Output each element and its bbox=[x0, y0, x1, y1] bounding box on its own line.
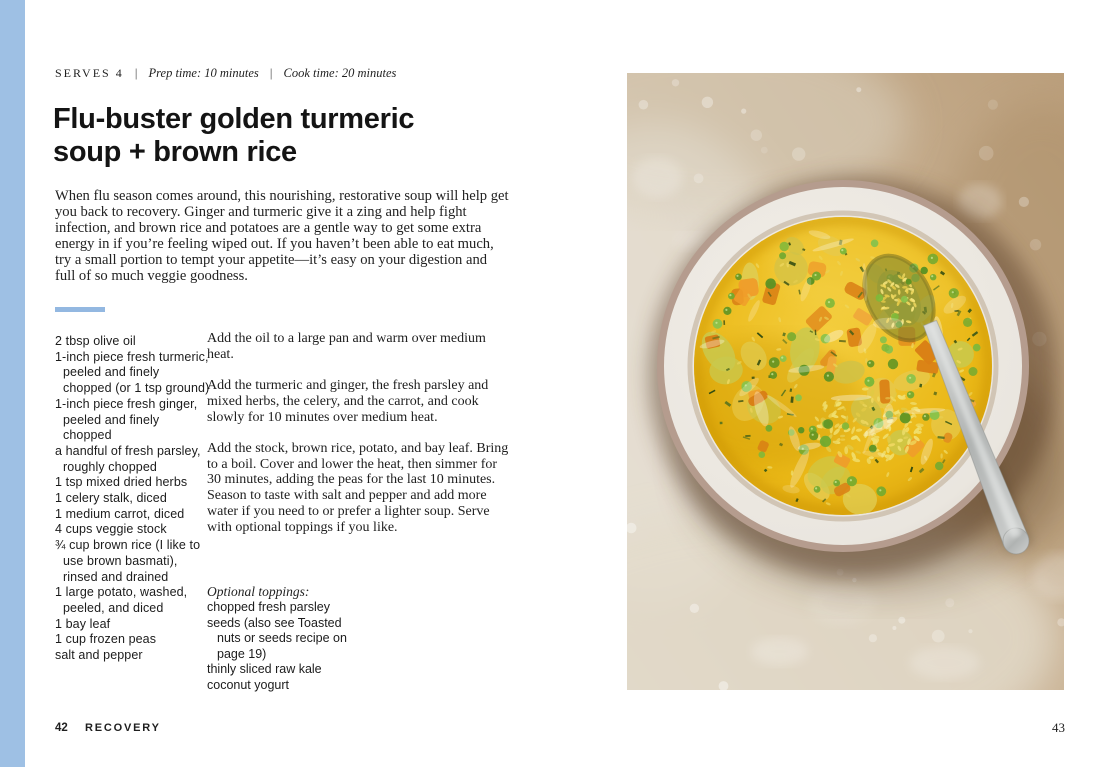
recipe-intro-paragraph: When flu season comes around, this nourishing, restorative soup will help get you back to recovery. Ginger and turmeric give it a zing and help fight infection, and brown rice and potatoes are a gentle way to get some extra energy in if you’re feeling wiped out. If you haven’t been able to eat much, try a small portion to tempt your appetite—it’s easy on your digestion and full of so much veggie goodness. bbox=[55, 188, 509, 284]
ingredient-item: 1-inch piece fresh turmeric, peeled and finely chopped (or 1 tsp ground) bbox=[55, 349, 210, 396]
blue-divider-rule bbox=[55, 307, 105, 312]
method-step-paragraph: Add the oil to a large pan and warm over medium heat. bbox=[207, 331, 486, 362]
topping-item: chopped fresh parsley bbox=[207, 600, 330, 614]
ingredient-item: salt and pepper bbox=[55, 648, 143, 663]
soup-photo-illustration bbox=[627, 73, 1064, 690]
meta-separator: | bbox=[269, 66, 273, 80]
cook-time-label: Cook time: 20 minutes bbox=[283, 66, 397, 80]
ingredient-item: a handful of fresh parsley, roughly chopped bbox=[55, 443, 201, 474]
ingredient-item: 1 celery stalk, diced bbox=[55, 491, 167, 506]
ingredient-item: 4 cups veggie stock bbox=[55, 522, 167, 537]
ingredient-item: 1 cup frozen peas bbox=[55, 632, 157, 647]
topping-item: thinly sliced raw kale bbox=[207, 662, 322, 677]
method-step-paragraph: Add the stock, brown rice, potato, and bay leaf. Bring to a boil. Cover and lower the heat, then simmer for 30 minutes, adding the peas for the last 10 minutes. Season to taste with salt and pepper and add more water if you need to or prefer a lighter soup. Serve with optional toppings if you like. bbox=[207, 440, 509, 535]
optional-toppings-list bbox=[207, 600, 349, 694]
recipe-title-line2: soup + brown rice bbox=[53, 136, 297, 168]
recipe-title-line1: Flu-buster golden turmeric bbox=[53, 103, 415, 135]
page-edge-accent-bar bbox=[0, 0, 25, 767]
method-steps bbox=[207, 331, 509, 551]
ingredient-item: 1 large potato, washed, peeled, and diced bbox=[55, 585, 188, 615]
recipe-title bbox=[53, 103, 414, 169]
left-page-number: 42 bbox=[55, 722, 68, 734]
right-page-number: 43 bbox=[1052, 720, 1065, 735]
optional-toppings-label: Optional toppings: bbox=[207, 584, 310, 599]
optional-toppings-block bbox=[207, 584, 367, 694]
ingredient-item: 1 tsp mixed dried herbs bbox=[55, 475, 188, 490]
topping-item: coconut yogurt bbox=[207, 677, 289, 692]
left-page-footer bbox=[55, 722, 161, 734]
prep-time-label: Prep time: 10 minutes bbox=[148, 66, 259, 80]
recipe-meta-line bbox=[55, 66, 396, 81]
method-step-paragraph: Add the turmeric and ginger, the fresh parsley and mixed herbs, the celery, and the carrot, and cook slowly for 10 minutes over medium heat. bbox=[207, 377, 489, 425]
ingredient-item: ¾ cup brown rice (I like to use brown basmati), rinsed and drained bbox=[55, 538, 201, 584]
ingredient-item: 1 bay leaf bbox=[55, 616, 111, 631]
serves-label: SERVES 4 bbox=[55, 66, 124, 80]
soup-photo bbox=[627, 73, 1064, 690]
chapter-label: RECOVERY bbox=[85, 722, 161, 734]
meta-separator: | bbox=[134, 66, 138, 80]
topping-item: seeds (also see Toasted nuts or seeds recipe on page 19) bbox=[207, 615, 347, 661]
ingredients-list bbox=[55, 334, 211, 664]
ingredient-item: 1 medium carrot, diced bbox=[55, 506, 185, 521]
ingredient-item: 1-inch piece fresh ginger, peeled and finely chopped bbox=[55, 396, 198, 443]
ingredient-item: 2 tbsp olive oil bbox=[55, 334, 136, 348]
